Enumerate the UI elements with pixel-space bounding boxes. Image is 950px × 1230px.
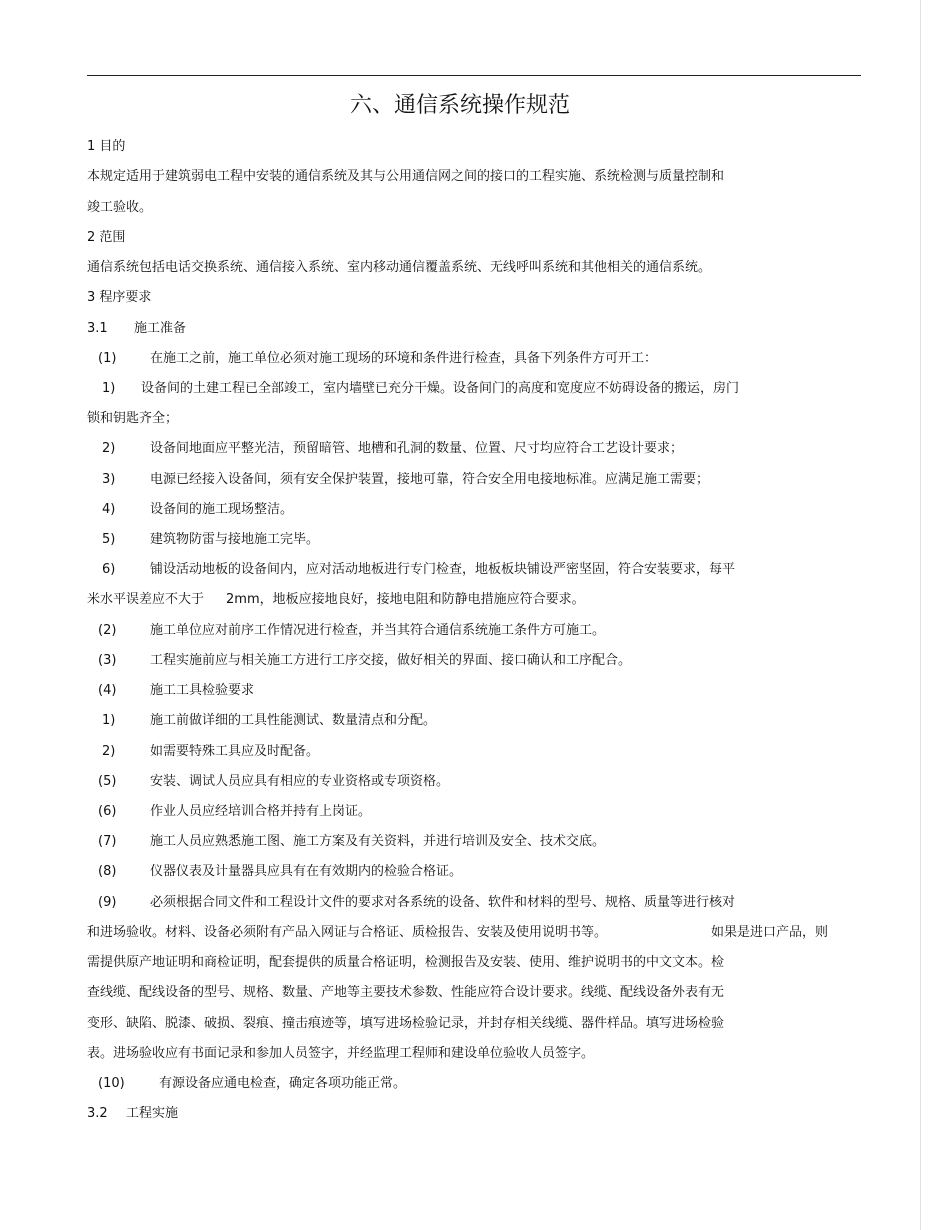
list-item [102,530,319,550]
list-item [98,802,371,822]
item-number: 4) [102,502,116,517]
item-text: 有源设备应通电检查，确定各项功能正常。 [159,1076,407,1091]
list-item [102,379,739,399]
item-text: 如需要特殊工具应及时配备。 [150,744,320,759]
measure-value: 2mm [226,592,260,607]
item-text: 铺设活动地板的设备间内，应对活动地板进行专门检查，地板板块铺设严密坚固，符合安装要求，每平 [150,562,736,577]
list-item [98,832,605,852]
page-edge-line [920,0,921,1230]
header-rule [87,75,861,76]
item-number: 3) [102,472,116,487]
paragraph-line: 本规定适用于建筑弱电工程中安装的通信系统及其与公用通信网之间的接口的工程实施、系统检测与质量控制和 [87,169,725,184]
item-text: 施工单位应对前序工作情况进行检查，并当其符合通信系统施工条件方可施工。 [150,623,606,638]
paragraph-line: 和进场验收。材料、设备必须附有产品入网证与合格证、质检报告、安装及使用说明书等。 [87,925,608,940]
paragraph-line: 需提供原产地证明和商检证明，配套提供的质量合格证明，检测报告及安装、使用、维护说明书的中文文本。检 [87,955,725,970]
item-number: (7) [98,834,117,849]
item-number: 1) [102,713,116,728]
paragraph-line: 表。进场验收应有书面记录和参加人员签字，并经监理工程师和建设单位验收人员签字。 [87,1046,595,1061]
item-number: (3) [98,653,117,668]
list-item [98,349,657,369]
paragraph-line: 如果是进口产品，则 [711,925,829,940]
item-text: 电源已经接入设备间，须有安全保护装置，接地可靠，符合安全用电接地标准。应满足施工需要； [150,472,710,487]
item-number: 2) [102,441,116,456]
item-text: 施工准备 [134,321,187,336]
item-text: 施工工具检验要求 [150,683,255,698]
list-item [102,439,683,459]
list-item [102,470,709,490]
item-number: 6) [102,562,116,577]
item-text: 工程实施 [126,1106,179,1121]
document-title: 六、通信系统操作规范 [349,93,570,118]
paragraph-line: 通信系统包括电话交换系统、通信接入系统、室内移动通信覆盖系统、无线呼叫系统和其他相关的通信系统。 [87,260,712,275]
item-number: (4) [98,683,117,698]
item-text: 仪器仪表及计量器具应具有在有效期内的检验合格证。 [150,864,463,879]
list-item [98,1074,406,1094]
item-text: 在施工之前，施工单位必须对施工现场的环境和条件进行检查，具备下列条件方可开工： [150,351,658,366]
item-number: 1) [102,381,116,396]
item-text: 设备间的施工现场整洁。 [150,502,294,517]
section-heading-scope: 2 范围 [87,230,126,245]
item-number: 3.1 [87,321,108,336]
item-text: 工程实施前应与相关施工方进行工序交接，做好相关的界面、接口确认和工序配合。 [150,653,632,668]
list-item [98,893,735,913]
item-text: 设备间地面应平整光洁，预留暗管、地槽和孔洞的数量、位置、尺寸均应符合工艺设计要求； [150,441,684,456]
item-number: (8) [98,864,117,879]
item-number: (2) [98,623,117,638]
item-text: 施工人员应熟悉施工图、施工方案及有关资料，并进行培训及安全、技术交底。 [150,834,606,849]
item-number: (10) [98,1076,125,1091]
item-text: 必须根据合同文件和工程设计文件的要求对各系统的设备、软件和材料的型号、规格、质量等进行核对 [150,895,736,910]
item-number: 2) [102,744,116,759]
subsection-3-2 [87,1104,178,1124]
paragraph-line: 锁和钥匙齐全； [87,411,179,426]
paragraph-line: 查线缆、配线设备的型号、规格、数量、产地等主要技术参数、性能应符合设计要求。线缆、配线设备外表有无 [87,985,725,1000]
list-item [98,772,449,792]
item-number: 5) [102,532,116,547]
paragraph-line [87,590,585,610]
item-number: (9) [98,895,117,910]
item-text: 设备间的土建工程已全部竣工，室内墙壁已充分干燥。设备间门的高度和宽度应不妨碍设备的搬运，房门 [141,381,740,396]
text-span: ，地板应接地良好，接地电阻和防静电措施应符合要求。 [259,592,585,607]
list-item [98,862,462,882]
paragraph-line: 竣工验收。 [87,200,153,215]
list-item [98,681,254,701]
item-number: (1) [98,351,117,366]
subsection-3-1 [87,319,186,339]
section-heading-purpose: 1 目的 [87,139,126,154]
list-item [102,711,436,731]
paragraph-line: 变形、缺陷、脱漆、破损、裂痕、撞击痕迹等，填写进场检验记录，并封存相关线缆、器件样品。填写进场检验 [87,1016,725,1031]
list-item [98,651,631,671]
item-number: (5) [98,774,117,789]
item-number: (6) [98,804,117,819]
item-text: 建筑物防雷与接地施工完毕。 [150,532,320,547]
list-item [98,621,605,641]
item-text: 作业人员应经培训合格并持有上岗证。 [150,804,372,819]
item-text: 安装、调试人员应具有相应的专业资格或专项资格。 [150,774,450,789]
list-item [102,560,735,580]
section-heading-procedure: 3 程序要求 [87,290,152,305]
list-item [102,500,293,520]
item-number: 3.2 [87,1106,108,1121]
text-span: 米水平误差应不大于 [87,592,205,607]
list-item [102,742,319,762]
item-text: 施工前做详细的工具性能测试、数量清点和分配。 [150,713,437,728]
